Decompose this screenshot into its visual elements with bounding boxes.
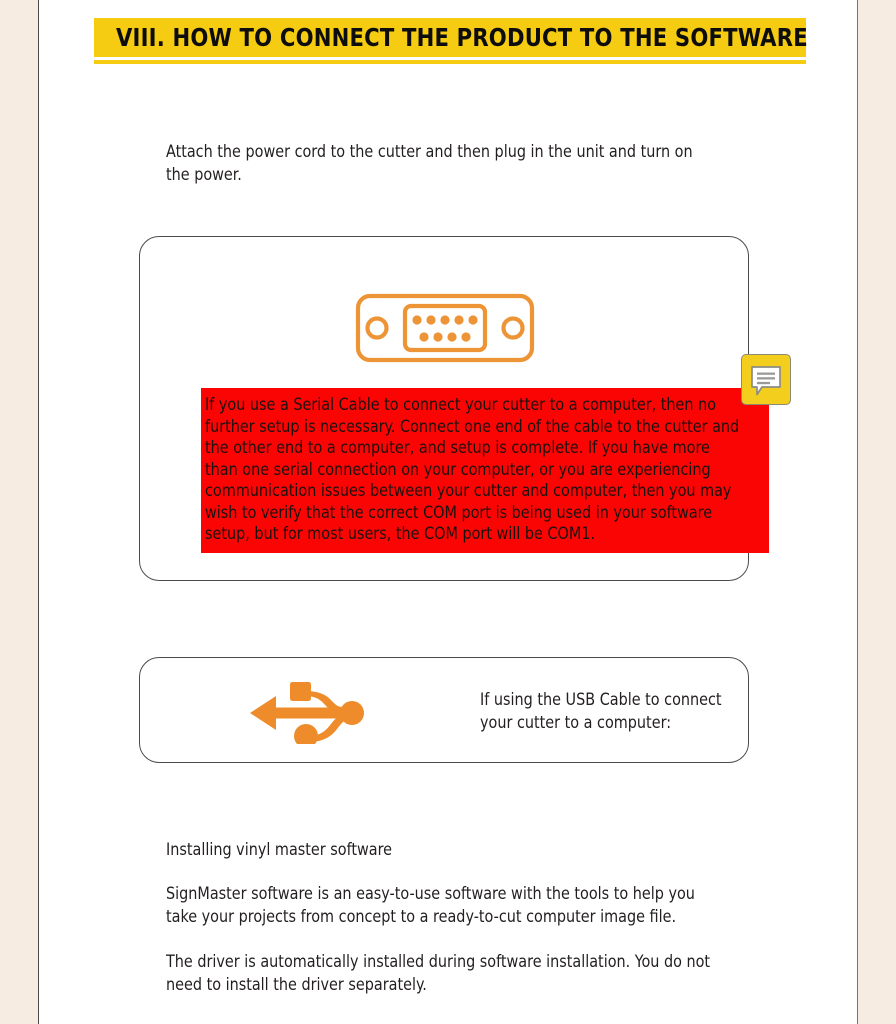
document-page-sheet — [38, 0, 858, 1024]
software-install-section — [166, 838, 728, 996]
serial-note-text: If you use a Serial Cable to connect your cutter to a computer, then no further setup is necessary. Connect one end of the cable to the cutter and the other end to a computer, and setup is complete. If you have more than one serial connection on your computer, or you are experiencing communication issues between your cutter and computer, then you may wish to verify that the correct COM port is being used in your software setup, but for most users, the COM port will be COM1. — [205, 395, 740, 543]
signmaster-paragraph: SignMaster software is an easy-to-use software with the tools to help you take your projects from concept to a ready-to-cut computer image file. — [166, 884, 695, 926]
serial-highlighted-note — [201, 388, 769, 553]
spacer — [166, 928, 728, 950]
install-heading: Installing vinyl master software — [166, 840, 393, 859]
section-header-banner — [94, 18, 806, 64]
banner-bar — [94, 18, 806, 57]
comment-bubble-icon[interactable] — [741, 354, 791, 405]
intro-paragraph: Attach the power cord to the cutter and then plug in the unit and turn on the power. — [166, 142, 693, 184]
spacer — [166, 861, 728, 882]
usb-trident-icon — [248, 678, 388, 749]
page-title: VIII. HOW TO CONNECT THE PRODUCT TO THE SOFTWARE — [116, 23, 808, 52]
usb-cable-panel — [139, 657, 749, 763]
driver-paragraph: The driver is automatically installed during software installation. You do not need to install the driver separately. — [166, 952, 711, 994]
banner-underline-rule — [94, 60, 806, 64]
db9-serial-connector-icon — [355, 293, 535, 368]
usb-caption-text: If using the USB Cable to connect your cutter to a computer: — [480, 690, 722, 732]
